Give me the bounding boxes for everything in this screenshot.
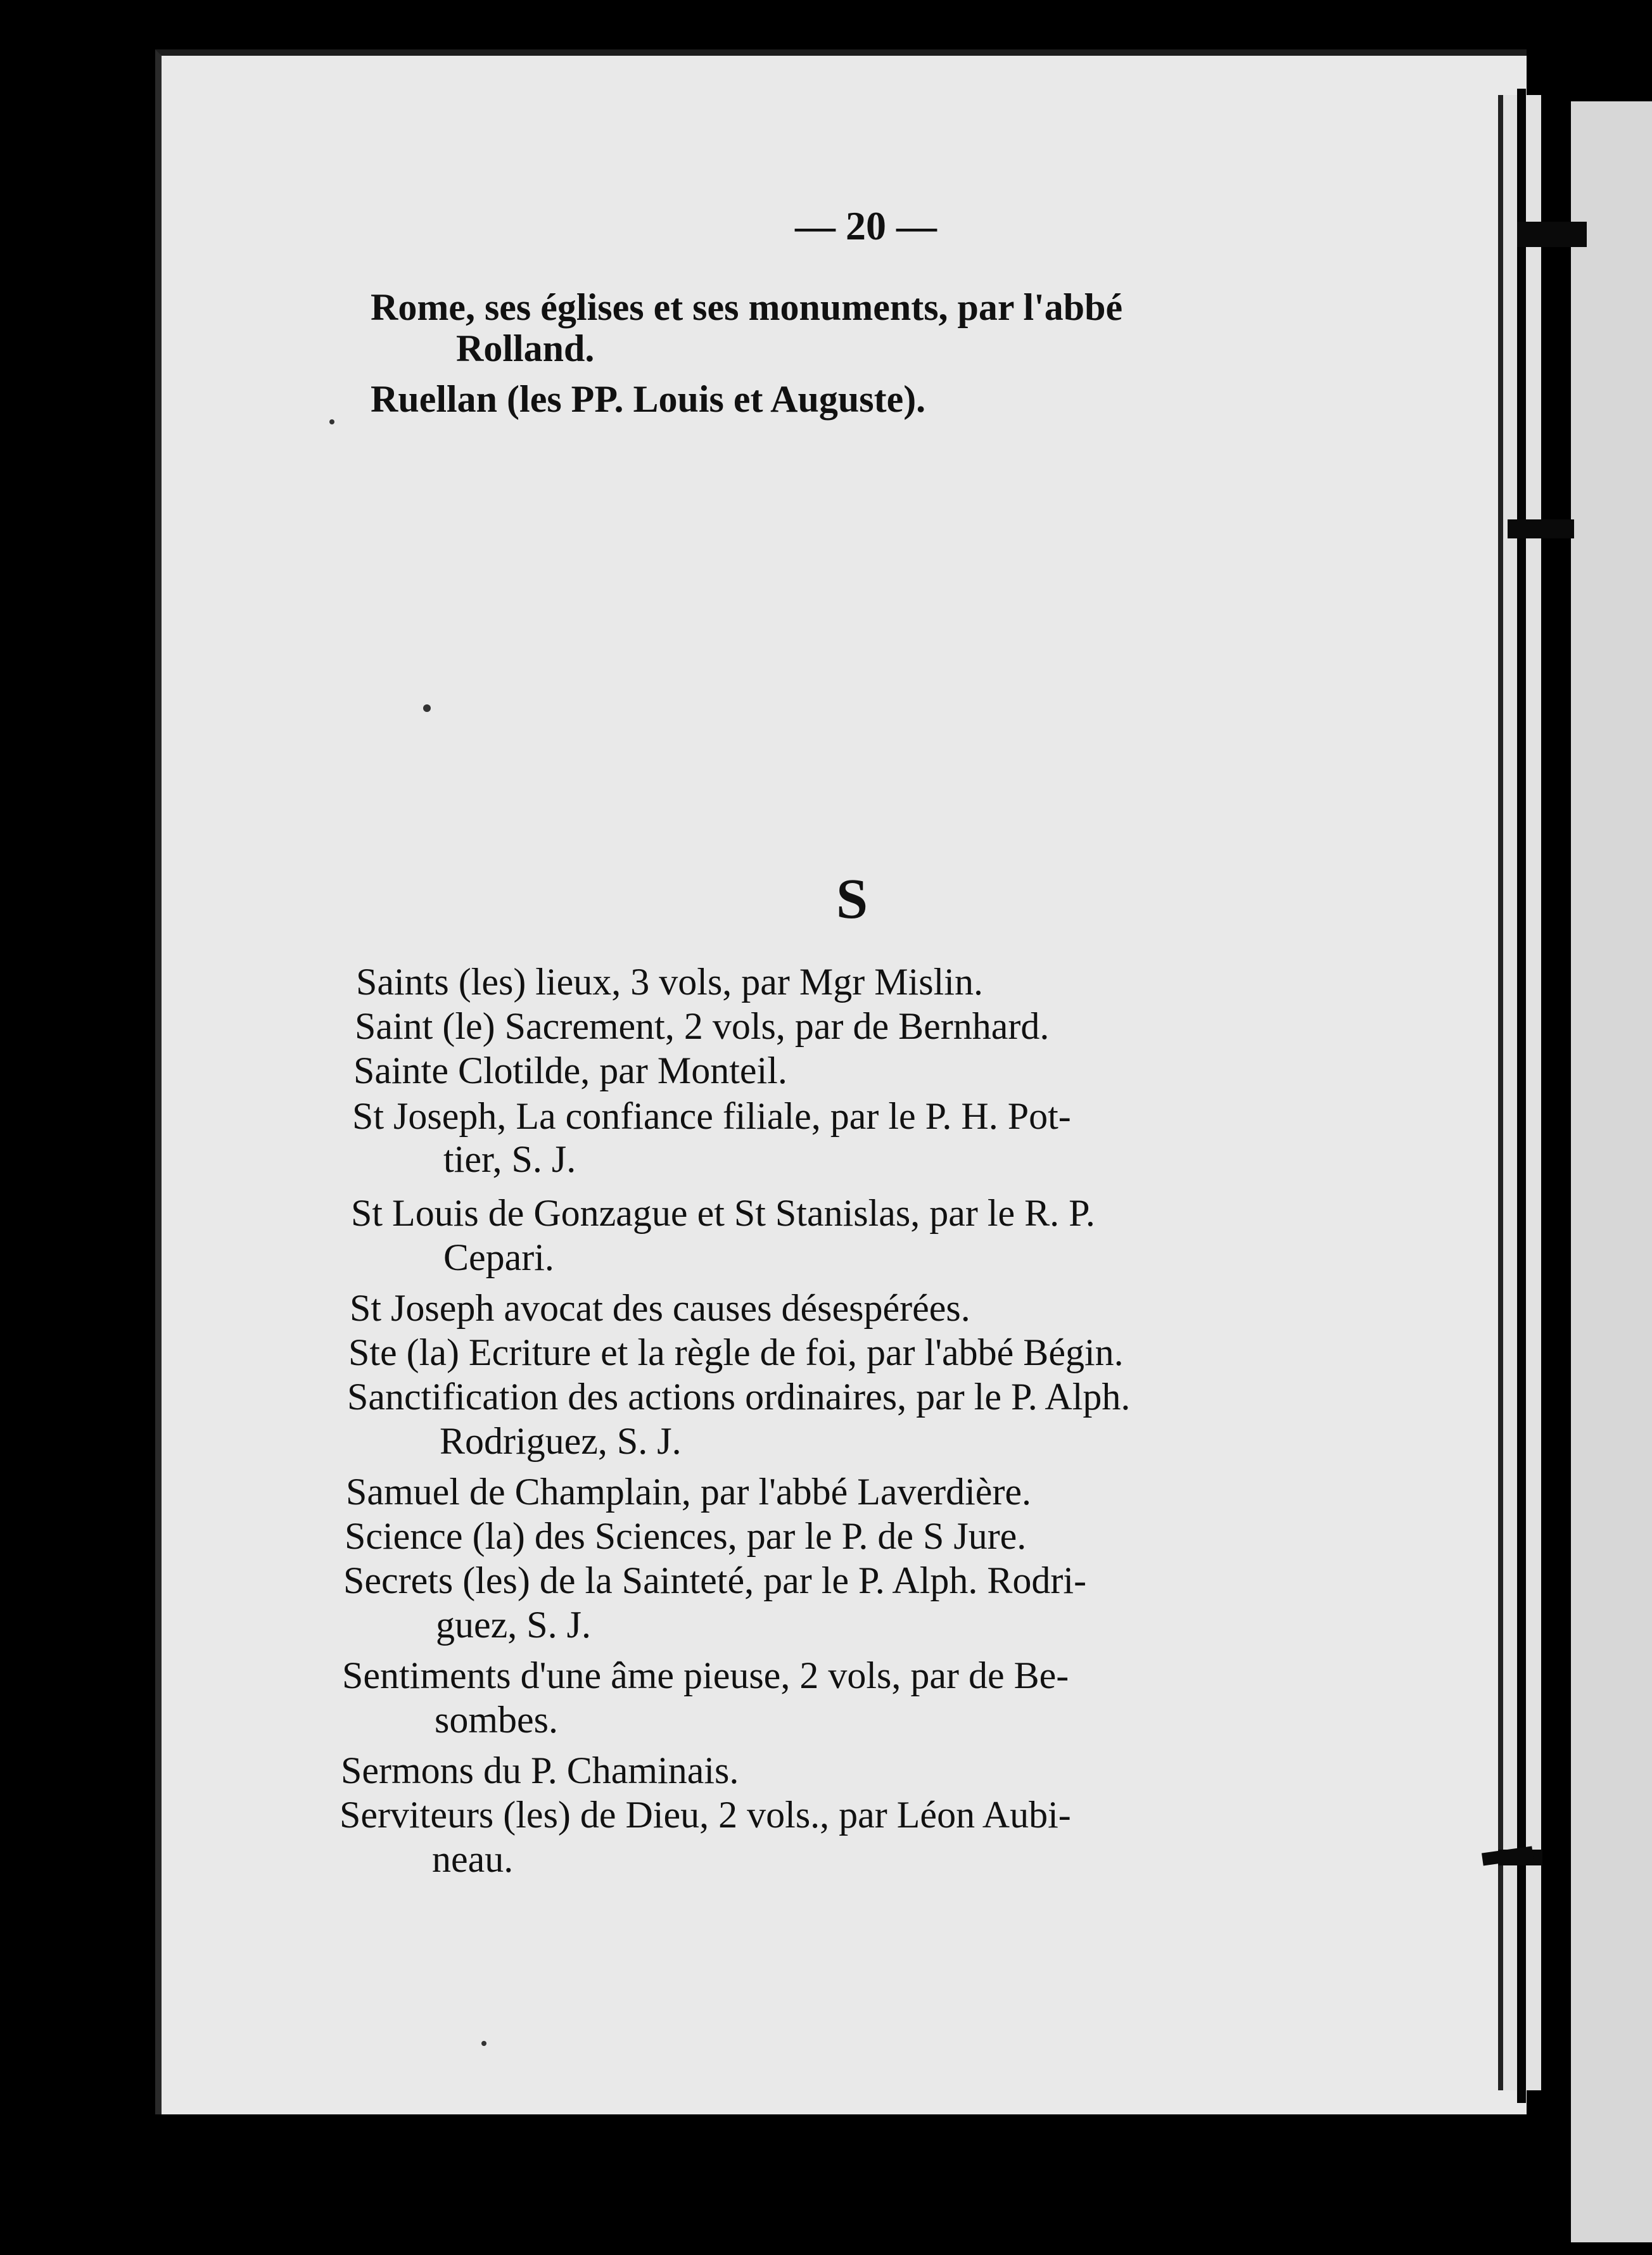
binding-mark	[1508, 519, 1574, 538]
entry-continuation: guez, S. J.	[436, 1604, 591, 1646]
entry-line: Samuel de Champlain, par l'abbé Laverdière.	[346, 1471, 1032, 1513]
entry-line: Ste (la) Ecriture et la règle de foi, par l'abbé Bégin.	[348, 1331, 1124, 1373]
entry-line: Rome, ses églises et ses monuments, par l'abbé	[371, 286, 1123, 328]
ink-speck	[329, 419, 334, 424]
entry-line: Saint (le) Sacrement, 2 vols, par de Bernhard.	[355, 1005, 1050, 1047]
entry-continuation: tier, S. J.	[443, 1138, 576, 1180]
ink-speck	[423, 704, 431, 712]
entry-continuation: Cepari.	[443, 1236, 554, 1278]
spine-edge	[1517, 89, 1526, 2103]
entry-line: Serviteurs (les) de Dieu, 2 vols., par Léon Aubi-	[340, 1794, 1071, 1836]
entry-line: St Joseph, La confiance filiale, par le P. H. Pot-	[352, 1095, 1071, 1137]
entry-line: Saints (les) lieux, 3 vols, par Mgr Mislin.	[356, 961, 983, 1003]
entry-line: Sermons du P. Chaminais.	[341, 1750, 739, 1791]
entry-continuation: Rolland.	[456, 327, 595, 369]
page-number: — 20 —	[795, 203, 937, 248]
entry-continuation: Rodriguez, S. J.	[440, 1420, 682, 1462]
entry-line: Ruellan (les PP. Louis et Auguste).	[371, 378, 926, 420]
entry-continuation: neau.	[432, 1838, 514, 1880]
ink-speck	[481, 2041, 486, 2046]
entry-line: Science (la) des Sciences, par le P. de S Jure.	[345, 1515, 1027, 1557]
entry-line: Sanctification des actions ordinaires, par le P. Alph.	[347, 1376, 1131, 1418]
entry-line: St Joseph avocat des causes désespérées.	[350, 1287, 970, 1329]
adjacent-page-edge	[1571, 101, 1652, 2242]
entry-line: Secrets (les) de la Sainteté, par le P. Alph. Rodri-	[343, 1559, 1087, 1601]
entry-line: St Louis de Gonzague et St Stanislas, par le R. P.	[351, 1192, 1095, 1234]
entry-line: Sainte Clotilde, par Monteil.	[353, 1050, 787, 1091]
entry-continuation: sombes.	[435, 1699, 558, 1741]
section-letter: S	[836, 868, 868, 931]
entry-line: Sentiments d'une âme pieuse, 2 vols, par de Be-	[342, 1655, 1069, 1696]
binding-mark	[1517, 222, 1587, 247]
